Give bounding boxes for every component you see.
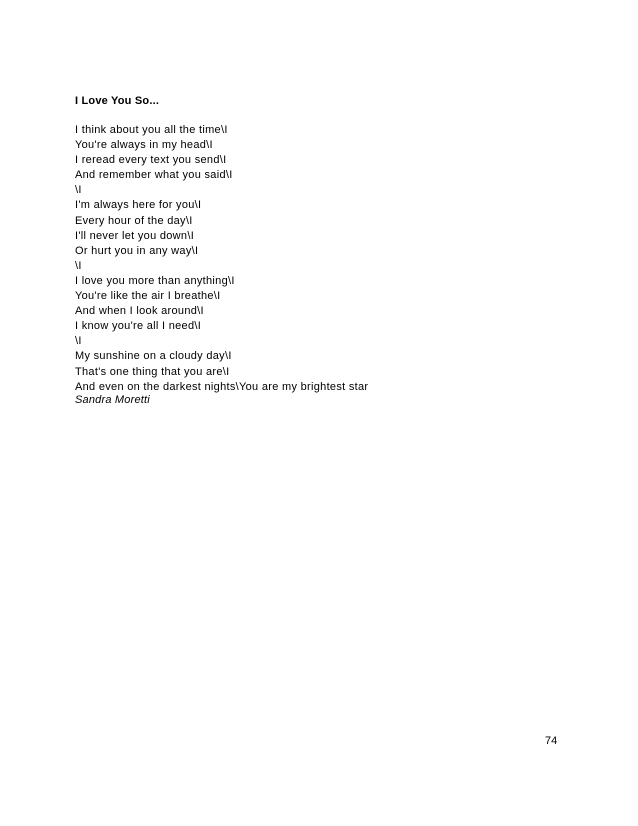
poem-body xyxy=(75,123,575,395)
poem-line: I'll never let you down\I xyxy=(75,229,195,242)
poem-line: I think about you all the time\I xyxy=(75,124,228,136)
poem-line: Or hurt you in any way\I xyxy=(75,244,199,257)
page-number: 74 xyxy=(545,735,558,747)
poem-line: And remember what you said\I xyxy=(75,169,233,182)
poem-line: I know you're all I need\I xyxy=(75,320,202,333)
poem-line: You're like the air I breathe\I xyxy=(75,290,221,303)
poem-line: I love you more than anything\I xyxy=(75,274,235,287)
poem-line: I'm always here for you\I xyxy=(75,199,202,212)
poem-line: \I xyxy=(75,335,82,348)
poem-line: Every hour of the day\I xyxy=(75,214,193,227)
poem-line: You're always in my head\I xyxy=(75,139,213,152)
poem-line: My sunshine on a cloudy day\I xyxy=(75,350,232,363)
poem-line: I reread every text you send\I xyxy=(75,154,227,167)
poem-line: And even on the darkest nights\You are my brightest star xyxy=(75,380,369,393)
poem-title: I Love You So... xyxy=(75,95,160,107)
poem-line: \I xyxy=(75,259,82,272)
poem-line: \I xyxy=(75,184,82,197)
poem-line: And when I look around\I xyxy=(75,305,204,318)
poem-line: That's one thing that you are\I xyxy=(75,365,230,378)
author-name: Sandra Moretti xyxy=(75,394,150,406)
